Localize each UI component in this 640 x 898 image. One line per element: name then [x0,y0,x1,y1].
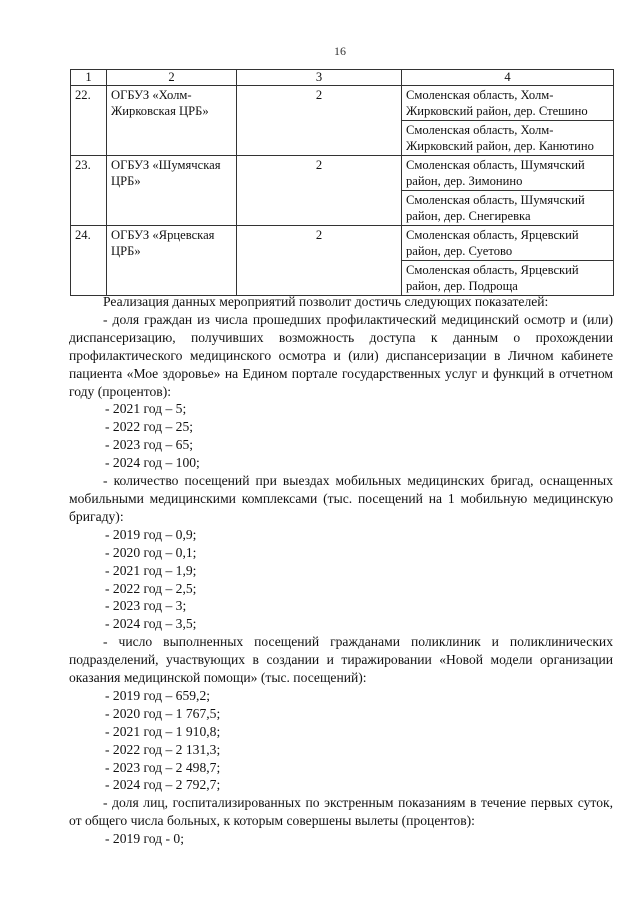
organization-name: ОГБУЗ «Холм-Жирковская ЦРБ» [107,86,237,156]
location-count: 2 [237,226,402,296]
indicator-item: - 2024 год – 100; [105,455,200,471]
indicator-item: - 2023 год – 3; [105,598,187,614]
body-text [69,293,613,848]
location-address: Смоленская область, Ярцевский район, дер. Подроща [402,261,614,296]
table-row [71,226,614,261]
page-number: 16 [334,44,346,58]
indicator-item: - 2021 год – 1,9; [105,562,197,578]
indicator-item: - 2021 год – 5; [105,401,187,417]
indicator-item: - 2024 год – 3,5; [105,616,197,632]
table-row [71,86,614,121]
header-cell: 2 [107,70,237,86]
organization-name: ОГБУЗ «Шумячская ЦРБ» [107,156,237,226]
header-cell: 4 [402,70,614,86]
indicator-item: - 2019 год – 0,9; [105,526,197,542]
table-row [71,156,614,191]
locations-table [70,69,614,296]
indicator-lead: - количество посещений при выездах мобильных медицинских бригад, оснащенных мобильными медицинскими комплексами (тыс. посещений на 1 мобильную медицинскую бригаду): [69,473,613,524]
row-number: 22. [71,86,107,156]
location-count: 2 [237,86,402,156]
location-count: 2 [237,156,402,226]
indicator-lead: - доля лиц, госпитализированных по экстренным показаниям в течение первых суток, от общего числа больных, к которым совершены вылеты (процентов): [69,795,613,829]
row-number: 24. [71,226,107,296]
intro-paragraph: Реализация данных мероприятий позволит достичь следующих показателей: [103,294,549,309]
header-cell: 3 [237,70,402,86]
indicator-lead: - число выполненных посещений гражданами поликлиник и поликлинических подразделений, участвующих в создании и тиражировании «Новой модели организации оказания медицинской помощи» (тыс. посещений): [69,634,613,686]
row-number: 23. [71,156,107,226]
location-address: Смоленская область, Холм-Жирковский район, дер. Стешино [402,86,614,121]
indicator-item: - 2022 год – 25; [105,419,194,435]
location-address: Смоленская область, Шумячский район, дер. Снегиревка [402,191,614,226]
indicator-item: - 2019 год - 0; [105,831,184,847]
indicator-item: - 2024 год – 2 792,7; [105,777,221,793]
indicator-item: - 2022 год – 2,5; [105,580,197,596]
indicator-item: - 2023 год – 2 498,7; [105,759,221,775]
indicator-lead: - доля граждан из числа прошедших профилактический медицинский осмотр и (или) диспансеризацию, получивших возможность доступа к данным о прохождении профилактического медицинского осмотра и (или) диспансеризации в Личном кабинете пациента «Мое здоровье» на Едином портале государственных услуг и функций в отчетном году (процентов): [69,311,613,399]
indicator-item: - 2021 год – 1 910,8; [105,723,221,739]
table-header-row [71,70,614,86]
indicator-item: - 2020 год – 1 767,5; [105,705,221,721]
location-address: Смоленская область, Шумячский район, дер. Зимонино [402,156,614,191]
location-address: Смоленская область, Ярцевский район, дер. Суетово [402,226,614,261]
indicator-item: - 2023 год – 65; [105,437,194,453]
location-address: Смоленская область, Холм-Жирковский район, дер. Канютино [402,121,614,156]
indicator-item: - 2022 год – 2 131,3; [105,741,221,757]
indicator-item: - 2020 год – 0,1; [105,544,197,560]
organization-name: ОГБУЗ «Ярцевская ЦРБ» [107,226,237,296]
header-cell: 1 [71,70,107,86]
indicator-item: - 2019 год – 659,2; [105,687,211,703]
